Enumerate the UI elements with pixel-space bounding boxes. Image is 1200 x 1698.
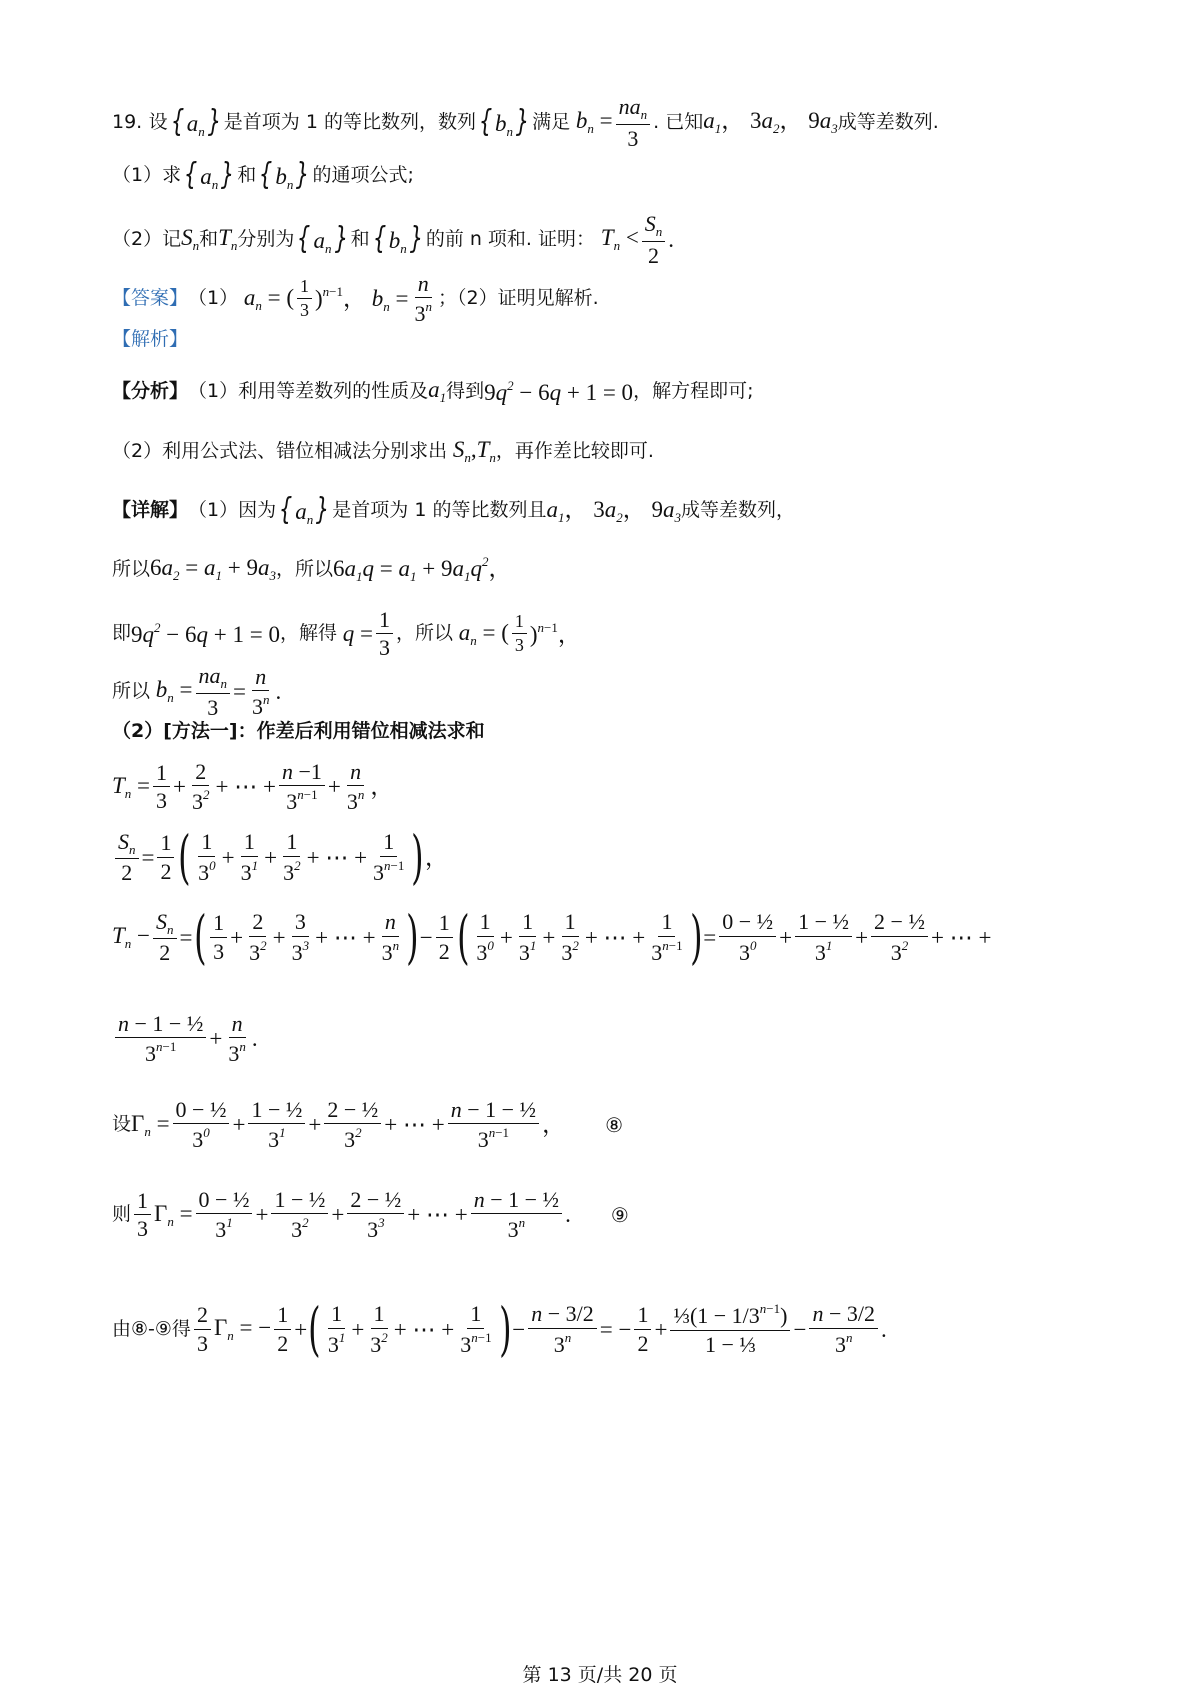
answer-line: 【答案】 （1） $a_n$ = ( $\frac{1}{3}$ )$^{n-1}$， $b_n$ = $\frac{n}{3^n}$ ；（2）证明见解析. — [112, 271, 599, 327]
equation-difference-cont: $\frac{\text{n − 1 − ½}}{3^{n-1}}$ + $\frac{n}{3^n}$ . — [112, 1012, 258, 1065]
equation-Sn-half: $\frac{S_n}{2}$ = $\frac{1}{2}$ ( $\frac{1}{3^0}$ + $\frac{1}{3^1}$ + $\frac{1}{3^2}$ + ⋯ + $\frac{1}{3^{n-1}}$ ) ， — [112, 828, 448, 886]
fenxi-line-2: （2）利用公式法、错位相减法分别求出 $S_n,T_n$ ，再作差比较即可. — [112, 437, 654, 465]
analysis-tag: 【解析】 — [112, 328, 189, 350]
fenxi-tag: 【分析】 — [112, 379, 189, 402]
equation-gamma-8: 设 $\Gamma_n$ = $\frac{\text{0 − ½}}{3^0}$ + $\frac{\text{1 − ½}}{3^1}$ + $\frac{\text{2 − ½}}{3^2}$ + ⋯ + $\frac{\text{n − 1 − ½}}{3^{n-1}}$ ， ⑧ — [112, 1097, 623, 1153]
method-one-header: （2）[方法一]：作差后利用错位相减法求和 — [112, 720, 485, 742]
equation-gamma-9: 则 $\frac{1}{3}$ $\Gamma_n$ = $\frac{\text{0 − ½}}{3^1}$ + $\frac{\text{1 − ½}}{3^2}$ + $\frac{\text{2 − ½}}{3^3}$ + ⋯ + $\frac{\text{n − 1 − ½}}{3^n}$ . ⑨ — [112, 1187, 629, 1243]
detail-line-4: 所以 $b_n$ = $\frac{na_n}{3}$ = $\frac{n}{3^n}$ . — [112, 663, 282, 720]
answer-tag: 【答案】 — [112, 287, 189, 310]
detail-line-3: 即 $9q^2 - 6q + 1 = 0$ ，解得 q = $\frac{1}{3}$ ，所以 $a_n$ = ( $\frac{1}{3}$ )$^{n-1}$， — [112, 607, 581, 661]
equation-difference: $T_n$ − $\frac{S_n}{2}$ = ( $\frac{1}{3}$ + $\frac{2}{3^2}$ + $\frac{3}{3^3}$ + ⋯ + $\frac{n}{3^n}$ ) − $\frac{1}{2}$ ( $\frac{1}{3^0}$ + $\frac{1}{3^1}$ + $\frac{1}{3^2}$ + ⋯ + $\frac{1}{3^{n-1}}$ ) = $\frac{\text{0 − ½}}{3^0}$ + $\frac{\text{1 − ½}}{3^1}$ + $\frac{\text{2 − ½}}{3^2}$ + ⋯ + — [112, 903, 992, 971]
problem-statement: 19. 设 { $a_n$} 是首项为 1 的等比数列，数列 { $b_n$} 满足 $b_n$ = $\frac{na_n}{3}$ . 已知 $a_1$， $3a_2$， $9a_3$ 成等差数列. — [112, 94, 939, 151]
equation-Tn: $T_n$ = $\frac{1}{3}$ + $\frac{2}{3^2}$ + ⋯ + $\frac{n -1}{3^{n-1}}$ + $\frac{n}{3^n}$ ， — [112, 759, 394, 815]
problem-part-1: （1）求 { $a_n$} 和 { $b_n$} 的通项公式; — [112, 157, 414, 192]
problem-part-2: （2）记 $S_n$ 和 $T_n$ 分别为 { $a_n$} 和 { $b_n$} 的前 n 项和. 证明： $T_n$ < $\frac{S_n}{2}$ . — [112, 211, 675, 268]
analysis-section — [112, 330, 188, 349]
detail-tag: 【详解】 — [112, 499, 189, 521]
detail-line-1: 【详解】 （1）因为 { $a_n$} 是首项为 1 的等比数列且 $a_1$， $3a_2$， $9a_3$ 成等差数列， — [112, 492, 795, 527]
page-footer: 第 13 页/共 20 页 — [522, 1664, 678, 1686]
equation-subtraction: 由⑧-⑨得 $\frac{2}{3}$ $\Gamma_n$ = − $\frac{1}{2}$ + ( $\frac{1}{3^1}$ + $\frac{1}{3^2}$ + ⋯ + $\frac{1}{3^{n-1}}$ ) − $\frac{n - 3/2}{3^n}$ = − $\frac{1}{2}$ + $\frac{\frac{1}{3}(1 - 1/3^{n-1})}{\text{1 − ⅓}}$ − $\frac{n - 3/2}{3^n}$ . — [112, 1295, 887, 1363]
equation-marker-8: ⑧ — [605, 1112, 623, 1137]
equation-marker-9: ⑨ — [610, 1202, 629, 1227]
fenxi-line-1: 【分析】 （1）利用等差数列的性质及 $a_1$ 得到 $9q^2 - 6q + 1 = 0$ ，解方程即可; — [112, 377, 754, 405]
detail-line-2: 所以 $6a_2 = a_1 + 9a_3$ ，所以 $6a_1q = a_1 + 9a_1q^2$， — [112, 554, 512, 584]
problem-number: 19. — [112, 110, 143, 133]
